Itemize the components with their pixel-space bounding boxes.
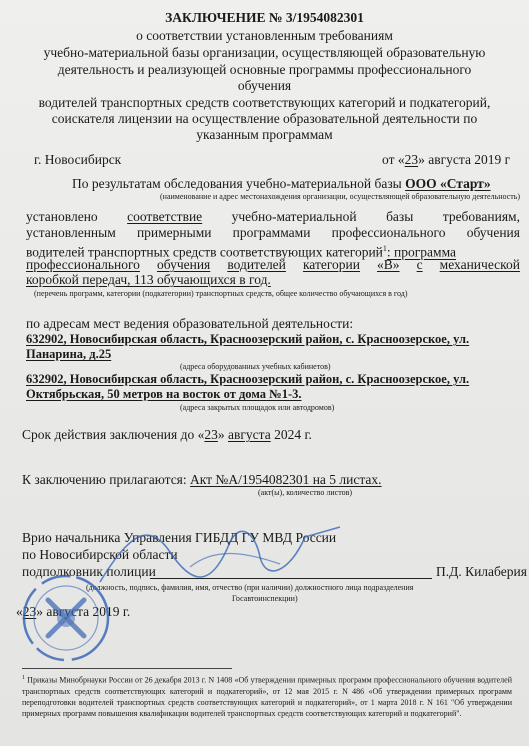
survey-line-5: коробкой передач, 113 обучающихся в год. xyxy=(26,272,271,287)
attachment-line xyxy=(22,472,382,488)
footnote xyxy=(22,673,512,719)
organization-caption: (наименование и адрес местонахождения организации, осуществляющей образовательную деятельность) xyxy=(160,192,521,201)
address-1-line-2: Панарина, д.25 xyxy=(26,347,112,361)
validity-prefix: Срок действия заключения до « xyxy=(22,427,205,442)
survey-line-1 xyxy=(26,209,520,225)
survey-line-3-text: водителей транспортных средств соответствующих категорий xyxy=(26,244,383,260)
header-line-2: учебно-материальной базы организации, осуществляющей образовательную xyxy=(43,45,486,60)
address-2-line-2: Октябрьская, 50 метров на восток от дома №1-3. xyxy=(26,387,302,401)
signatory-title-line-2: по Новосибирской области xyxy=(22,547,178,562)
header-line-4: обучения xyxy=(237,78,292,93)
footnote-separator xyxy=(22,668,232,669)
word: требованиям, xyxy=(442,209,520,224)
word: с xyxy=(416,257,423,272)
programs-caption: (перечень программ, категории (подкатегории) транспортных средств, общее количество обучающихся в год) xyxy=(34,289,408,298)
survey-line-4 xyxy=(26,257,520,273)
signatory-rank: подполковник полиции xyxy=(22,564,156,579)
word: программами xyxy=(232,225,311,240)
survey-lead-text: По результатам обследования учебно-материальной базы xyxy=(72,176,402,191)
issue-date-rest: » августа 2019 г xyxy=(418,152,511,167)
header-line-7: указанным программам xyxy=(196,127,333,142)
validity-line xyxy=(22,427,312,443)
word: базы xyxy=(386,209,414,224)
word: водителей xyxy=(227,257,286,272)
word: механической xyxy=(439,257,520,272)
validity-mid: » xyxy=(217,427,228,442)
header-line-1: о соответствии установленным требованиям xyxy=(136,28,393,43)
attachment-caption: (акт(ы), количество листов) xyxy=(258,488,353,497)
header-line-6: соискателя лицензии на осуществление образовательной деятельности по xyxy=(51,111,478,126)
address-2-caption: (адреса закрытых площадок или автодромов) xyxy=(180,403,335,412)
signatory-name: П.Д. Килаберия xyxy=(436,564,527,579)
word: категории xyxy=(302,257,360,272)
survey-line-3-tail: : программа xyxy=(386,244,457,260)
signature-date-day: 23 xyxy=(22,604,37,619)
word: соответствие xyxy=(127,209,203,224)
header-line-5: водителей транспортных средств соответствующих категорий и подкатегорий, xyxy=(38,95,491,110)
addresses-lead: по адресам мест ведения образовательной деятельности: xyxy=(26,316,354,331)
validity-month: августа xyxy=(227,427,271,442)
issue-date-day: 23 xyxy=(404,152,419,167)
attachment-prefix: К заключению прилагаются: xyxy=(22,472,187,487)
issue-date-prefix: от « xyxy=(382,152,405,167)
document-title: ЗАКЛЮЧЕНИЕ № 3/1954082301 xyxy=(165,10,364,25)
word: профессионального xyxy=(331,225,446,240)
survey-lead xyxy=(72,176,491,192)
word: установленным xyxy=(26,225,116,240)
footnote-mark: 1 xyxy=(22,675,25,681)
word: примерными xyxy=(136,225,212,240)
word: профессионального xyxy=(26,257,140,272)
attachment-value: Акт №А/1954082301 на 5 листах. xyxy=(190,472,382,487)
handwritten-signature xyxy=(40,512,360,602)
address-1-caption: (адреса оборудованных учебных кабинетов) xyxy=(180,362,331,371)
footnote-ref: 1 xyxy=(382,244,387,253)
word: учебно-материальной xyxy=(231,209,357,224)
validity-day: 23 xyxy=(204,427,218,442)
footnote-text: Приказы Минобрнауки России от 26 декабря 2013 г. N 1408 «Об утверждении примерных программ профессионального обучения водителей транспортных средств соответствующих категорий и подкатегорий», от 12 мая 2015 г. N 486 «Об утверждении примерных программ переподготовки водителей транспортных средств соответствующих категорий и подкатегорий», от 1 марта 2018 г. N 161 "Об утверждении примерных программ повышения квалификации водителей транспортных средств соответствующих категорий и подкатегорий". xyxy=(22,675,512,718)
word: обучения xyxy=(466,225,520,240)
word: обучения xyxy=(156,257,211,272)
address-2-line-1: 632902, Новосибирская область, Красноозерский район, с. Красноозерское, ул. xyxy=(26,372,470,386)
organization-name: ООО «Старт» xyxy=(405,176,491,191)
signature-caption-1: (должность, подпись, фамилия, имя, отчество (при наличии) должностного лица подразделения xyxy=(86,583,414,592)
signature-caption-2: Госавтоинспекции) xyxy=(232,594,298,603)
header-line-3: деятельность и реализующей основные программы профессионального xyxy=(57,62,472,77)
city: г. Новосибирск xyxy=(34,152,122,167)
signatory-title-line-1: Врио начальника Управления ГИБДД ГУ МВД России xyxy=(22,530,337,545)
issue-date xyxy=(382,152,510,168)
survey-line-2 xyxy=(26,225,520,241)
validity-year: 2024 г. xyxy=(270,427,312,442)
address-1-line-1: 632902, Новосибирская область, Красноозерский район, с. Красноозерское, ул. xyxy=(26,332,470,346)
word: «В» xyxy=(377,257,400,272)
signature-date-prefix: « xyxy=(16,604,23,619)
word: установлено xyxy=(26,209,98,224)
signature-date-rest: » августа 2019 г. xyxy=(36,604,131,619)
